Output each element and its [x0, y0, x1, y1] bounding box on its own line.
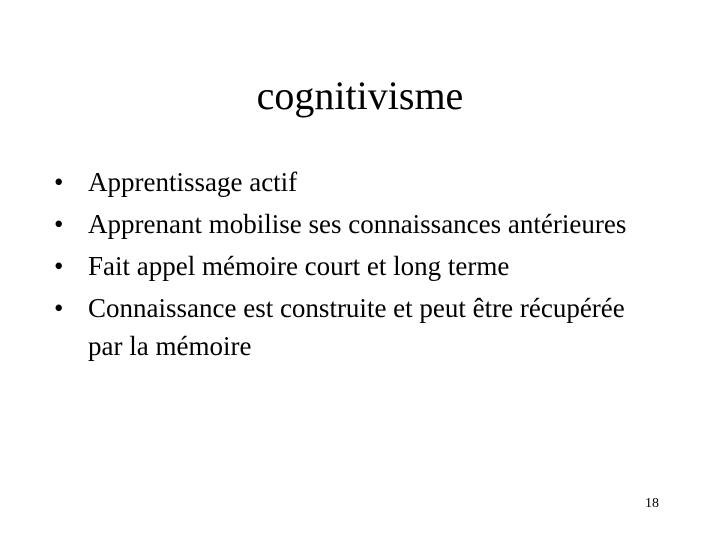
bullet-icon: • — [54, 209, 64, 239]
bullet-item — [54, 289, 664, 365]
bullet-item — [54, 247, 664, 285]
bullet-list — [54, 163, 664, 369]
bullet-item — [54, 205, 664, 243]
page-number: 18 — [645, 496, 659, 511]
bullet-text: Fait appel mémoire court et long terme — [88, 251, 510, 281]
bullet-text: Apprentissage actif — [88, 167, 298, 197]
bullet-icon: • — [54, 293, 64, 323]
bullet-text: Apprenant mobilise ses connaissances antérieures — [88, 209, 627, 239]
bullet-item — [54, 163, 664, 201]
bullet-icon: • — [54, 167, 64, 197]
bullet-text: Connaissance est construite et peut être récupérée par la mémoire — [88, 293, 625, 361]
bullet-icon: • — [54, 251, 64, 281]
slide-title: cognitivisme — [256, 73, 464, 118]
